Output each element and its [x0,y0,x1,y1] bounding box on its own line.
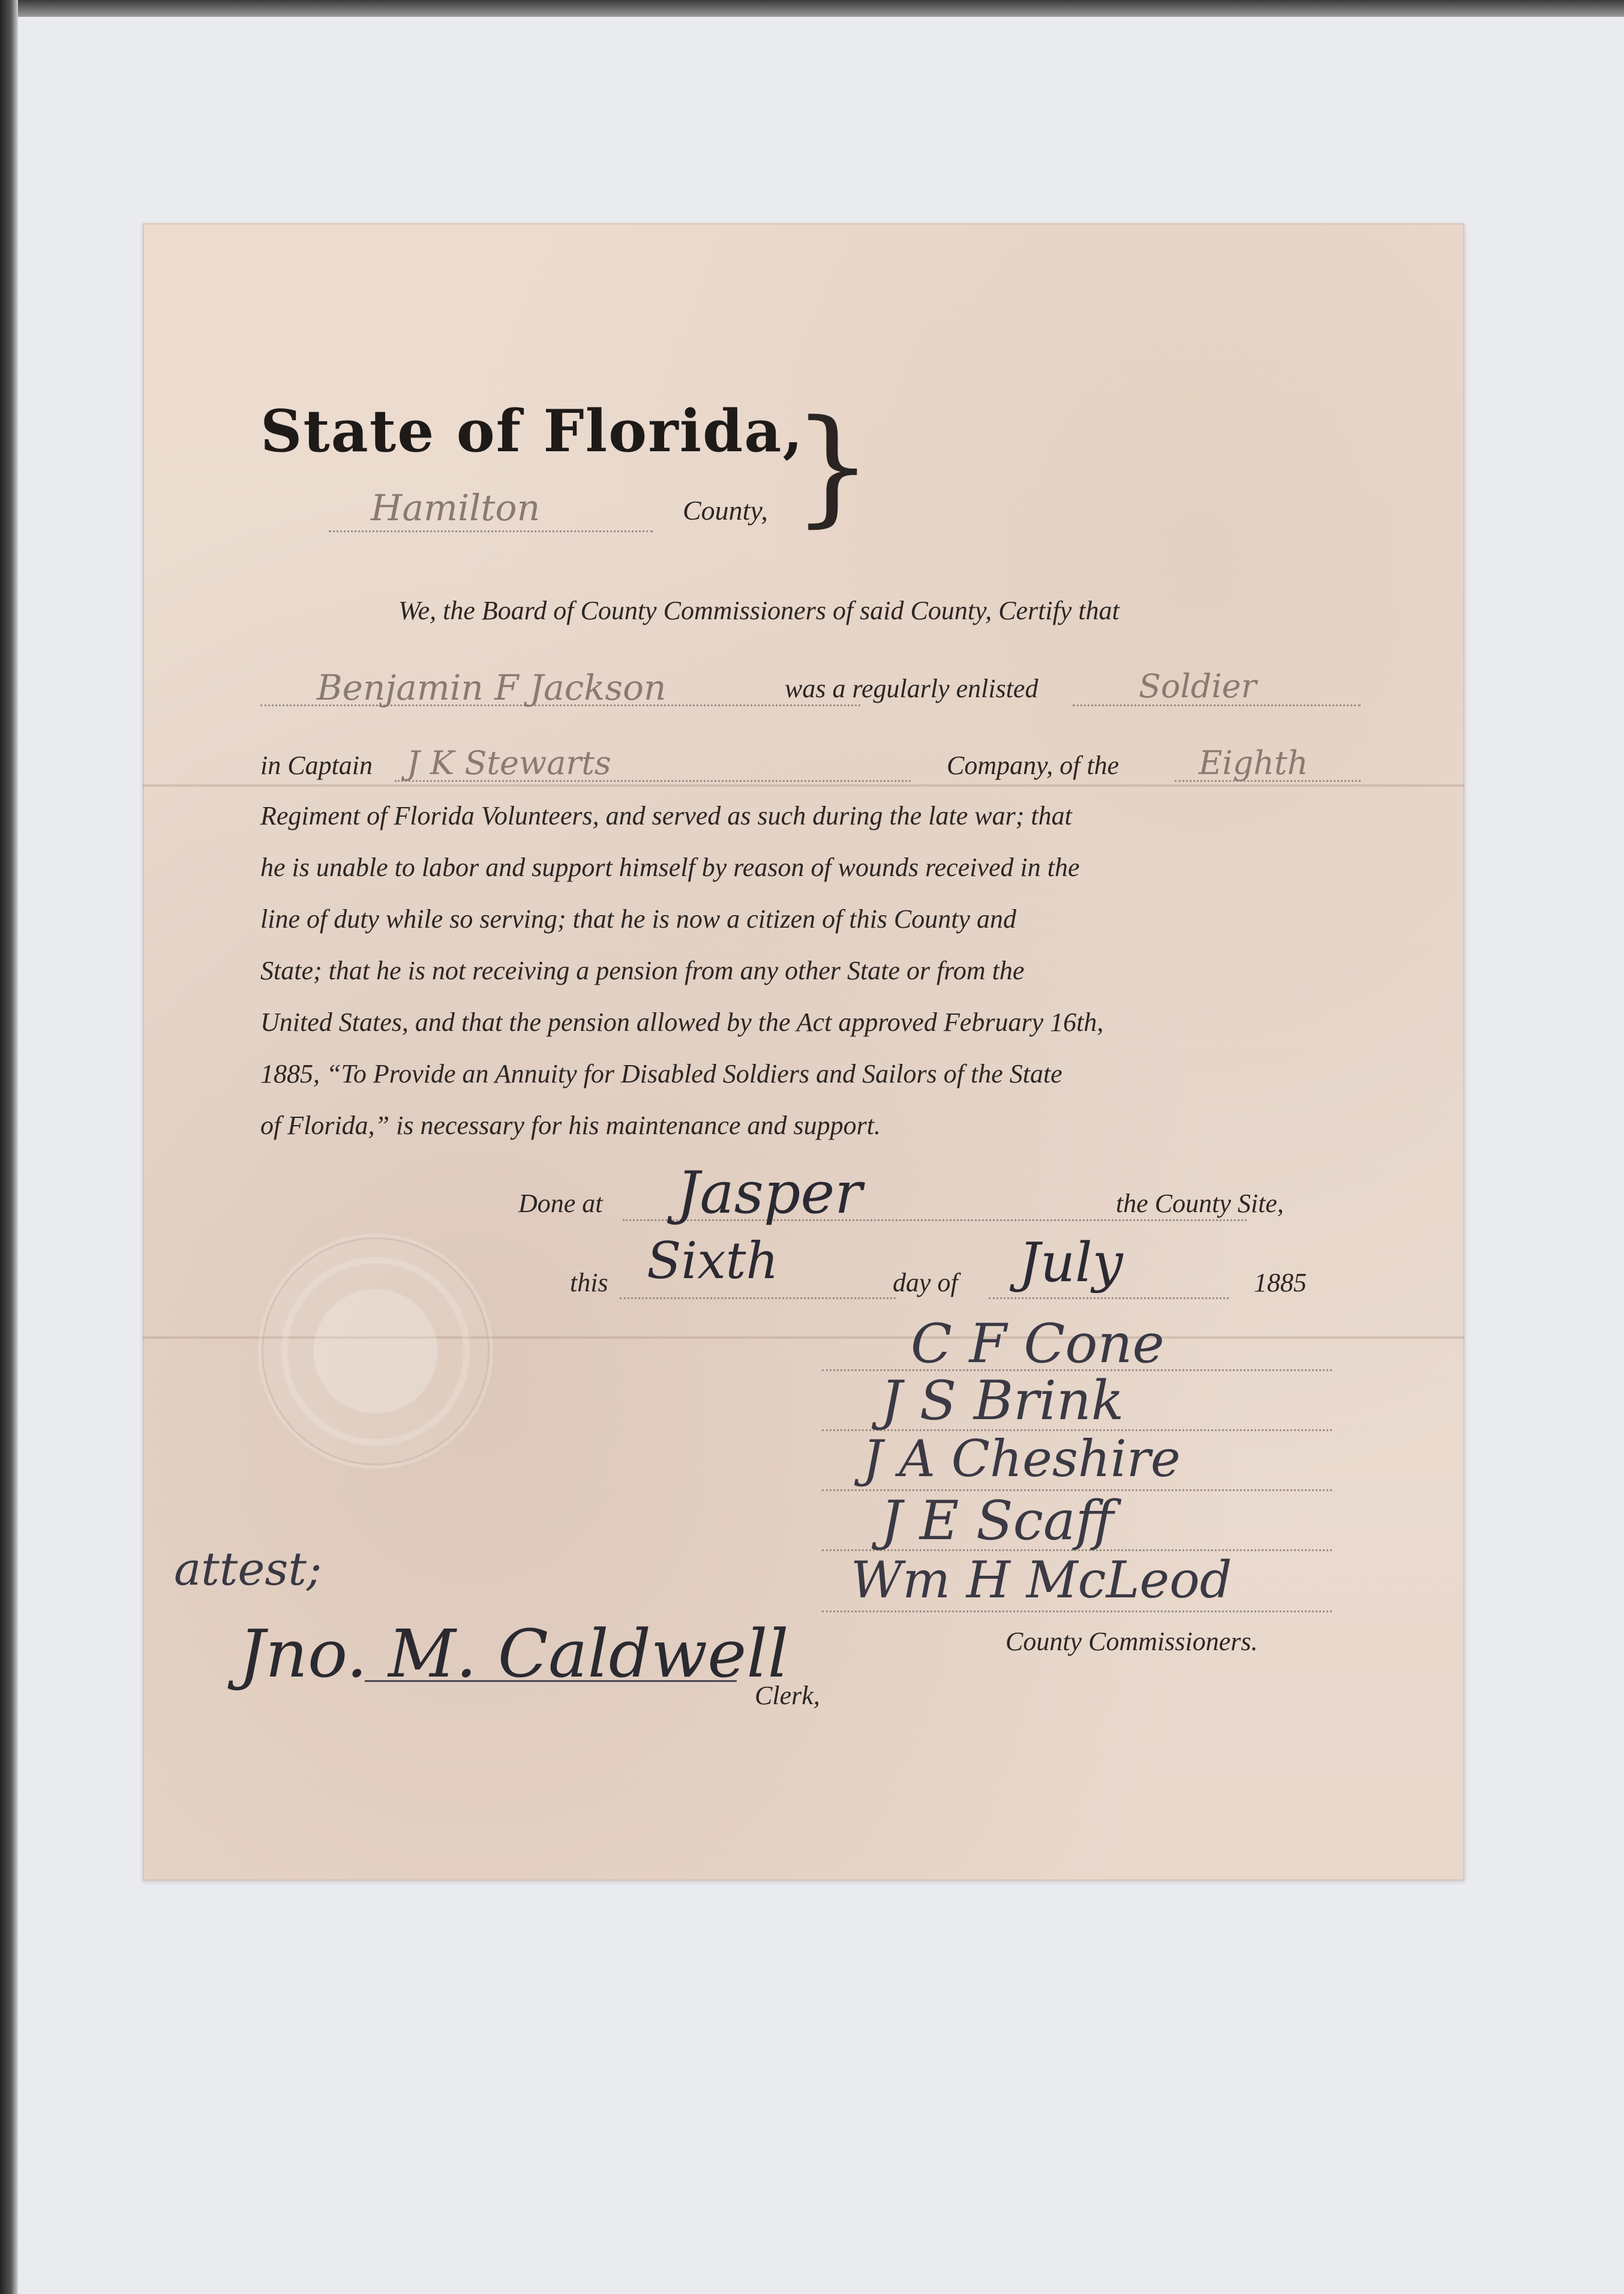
intro-line: We, the Board of County Commissioners of said County, Certify that [398,596,1119,625]
month-fill-line [989,1297,1229,1299]
soldier-name: Benjamin F Jackson [317,667,667,708]
attest-label: attest; [174,1542,322,1596]
month-value: July [1019,1231,1123,1294]
done-at-value: Jasper [677,1159,863,1227]
body-line-2: he is unable to labor and support himself by reason of wounds received in the [260,853,1080,882]
body-line-6: 1885, “To Provide an Annuity for Disabled Soldiers and Sailors of the State [260,1059,1062,1088]
pension-certificate [143,223,1464,1881]
body-line-1: Regiment of Florida Volunteers, and served as such during the late war; that [260,801,1072,830]
commissioner-signature-5: Wm H McLeod [851,1551,1232,1609]
enlisted-text: was a regularly enlisted [785,674,1038,703]
scanner-edge-top [0,0,1624,17]
body-line-7: of Florida,” is necessary for his maintenance and support. [260,1111,881,1140]
county-value: Hamilton [371,487,541,529]
commissioner-signature-1: C F Cone [911,1312,1164,1375]
county-label: County, [683,495,768,526]
commissioners-label: County Commissioners. [1005,1627,1258,1656]
day-fill-line [620,1297,896,1299]
body-line-4: State; that he is not receiving a pension from any other State or from the [260,956,1025,985]
clerk-signature-line [365,1680,737,1682]
rank-value: Soldier [1139,667,1257,705]
scanner-edge-left [0,0,18,2294]
day-value: Sixth [647,1231,779,1290]
commissioner-line-5 [822,1611,1332,1612]
company-text: Company, of the [947,751,1119,780]
body-line-5: United States, and that the pension allowed by the Act approved February 16th, [260,1007,1104,1037]
county-fill-line [329,530,653,532]
clerk-label: Clerk, [755,1681,820,1710]
brace-bracket: } [793,392,873,539]
captain-name: J K Stewarts [407,744,611,782]
embossed-county-seal [262,1237,490,1465]
document-title: State of Florida, [260,397,804,465]
commissioner-signature-4: J E Scaff [881,1489,1114,1552]
paper-fold-upper [143,784,1464,787]
commissioner-signature-3: J A Cheshire [863,1429,1181,1488]
done-at-label: Done at [518,1189,603,1218]
year-value: 1885 [1254,1268,1307,1297]
commissioner-signature-2: J S Brink [881,1369,1124,1432]
regiment-number: Eighth [1199,744,1308,782]
clerk-signature: Jno. M. Caldwell [239,1615,789,1692]
day-of-label: day of [893,1268,958,1297]
body-line-3: line of duty while so serving; that he is now a citizen of this County and [260,904,1017,934]
captain-prefix: in Captain [260,751,373,780]
county-site-label: the County Site, [1116,1189,1284,1218]
this-label: this [570,1268,608,1297]
